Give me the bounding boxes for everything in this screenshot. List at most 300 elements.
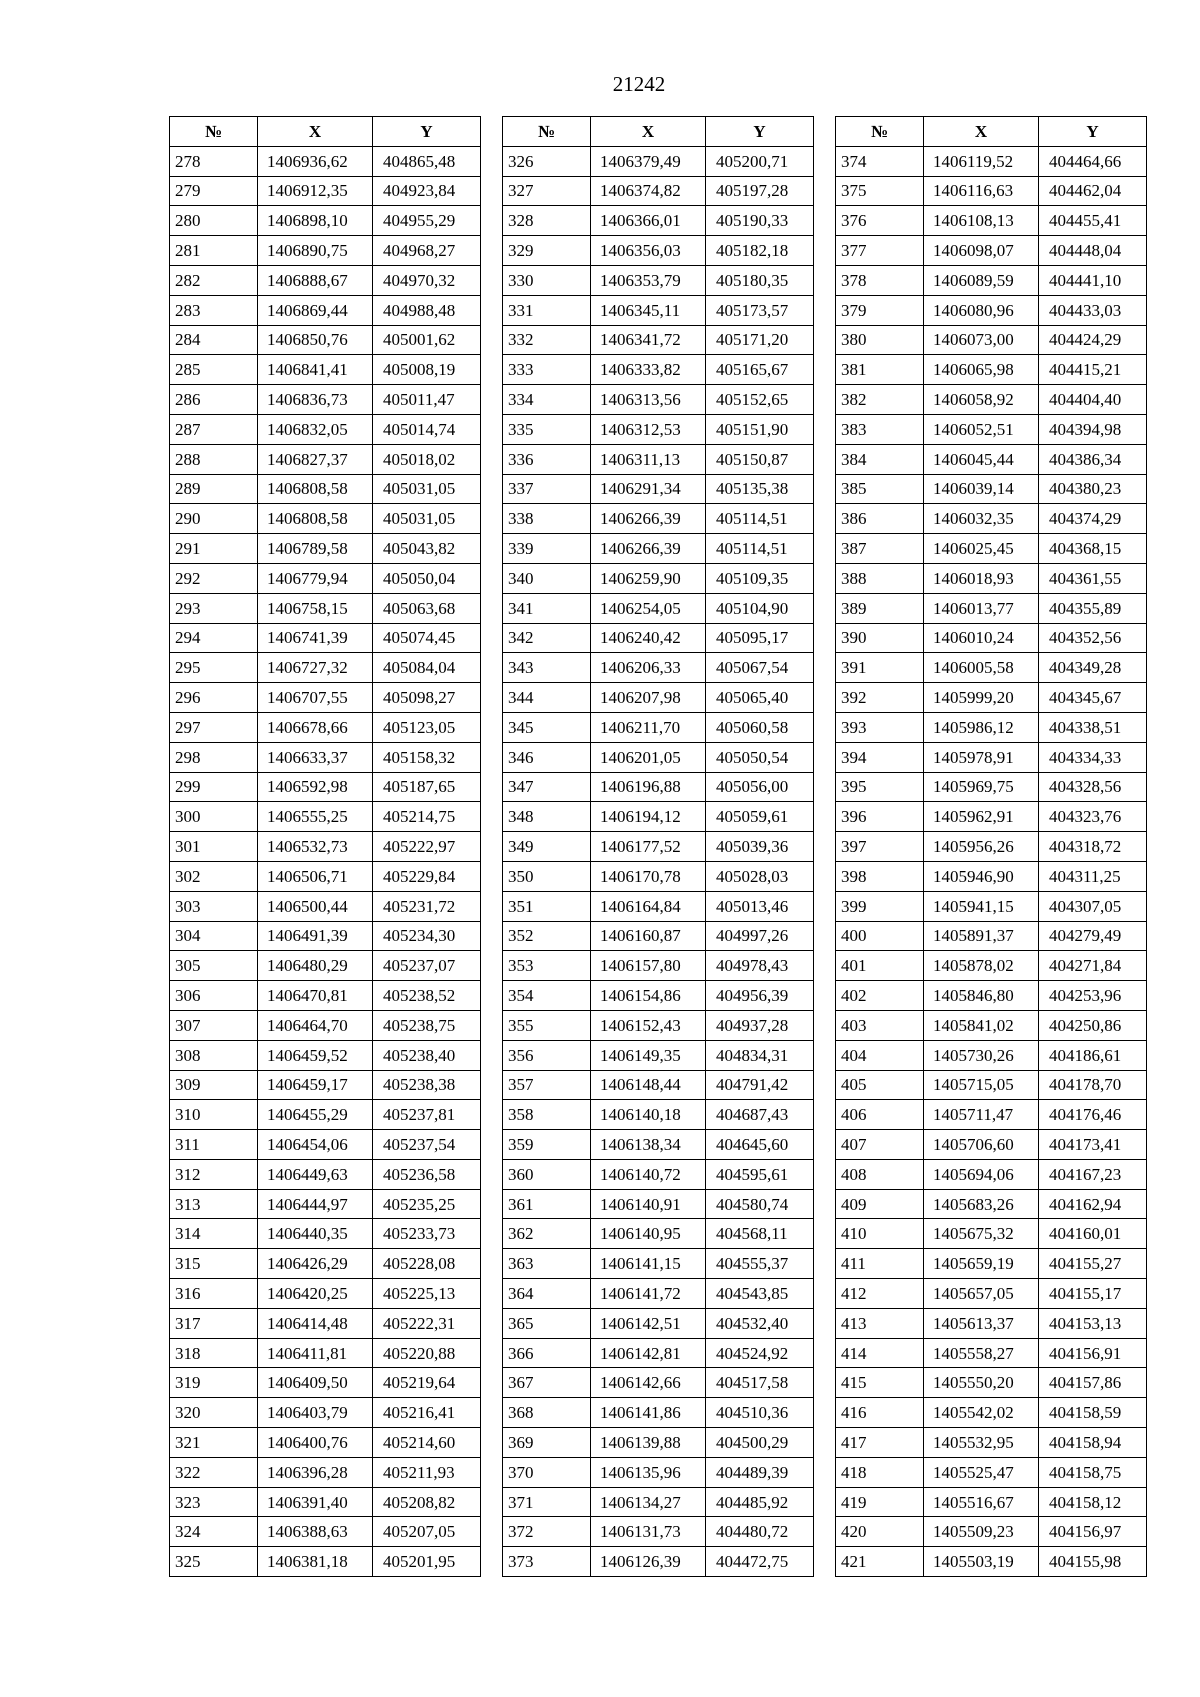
x-coordinate-cell: 1406148,44 (591, 1070, 706, 1100)
x-coordinate-cell: 1406119,52 (924, 146, 1039, 176)
x-coordinate-cell: 1406379,49 (591, 146, 706, 176)
point-number-cell: 396 (836, 802, 924, 832)
x-coordinate-cell: 1406532,73 (258, 832, 373, 862)
x-coordinate-cell: 1406420,25 (258, 1279, 373, 1309)
y-coordinate-cell: 404455,41 (1039, 206, 1147, 236)
x-coordinate-cell: 1405675,32 (924, 1219, 1039, 1249)
y-coordinate-cell: 405238,40 (373, 1040, 481, 1070)
table-row (170, 861, 481, 891)
point-number-cell: 311 (170, 1130, 258, 1160)
y-coordinate-cell: 405074,45 (373, 623, 481, 653)
y-coordinate-cell: 404433,03 (1039, 295, 1147, 325)
table-row (503, 951, 814, 981)
y-coordinate-cell: 404368,15 (1039, 534, 1147, 564)
point-number-cell: 355 (503, 1010, 591, 1040)
table-row (836, 1040, 1147, 1070)
table-row (170, 623, 481, 653)
y-coordinate-cell: 404352,56 (1039, 623, 1147, 653)
y-coordinate-cell: 405216,41 (373, 1398, 481, 1428)
x-coordinate-cell: 1406201,05 (591, 742, 706, 772)
x-coordinate-cell: 1406470,81 (258, 981, 373, 1011)
point-number-cell: 412 (836, 1279, 924, 1309)
table-row (503, 146, 814, 176)
x-coordinate-cell: 1406259,90 (591, 563, 706, 593)
x-coordinate-cell: 1406266,39 (591, 534, 706, 564)
y-coordinate-cell: 404480,72 (706, 1517, 814, 1547)
point-number-cell: 335 (503, 414, 591, 444)
point-number-cell: 405 (836, 1070, 924, 1100)
x-coordinate-cell: 1405525,47 (924, 1457, 1039, 1487)
point-number-cell: 409 (836, 1189, 924, 1219)
table-row (170, 325, 481, 355)
point-number-cell: 373 (503, 1547, 591, 1577)
x-coordinate-cell: 1405978,91 (924, 742, 1039, 772)
point-number-cell: 324 (170, 1517, 258, 1547)
point-number-cell: 413 (836, 1308, 924, 1338)
point-number-cell: 359 (503, 1130, 591, 1160)
table-row (170, 474, 481, 504)
table-row (503, 802, 814, 832)
table-row (836, 563, 1147, 593)
point-number-cell: 356 (503, 1040, 591, 1070)
table-row (170, 1279, 481, 1309)
y-coordinate-cell: 404156,91 (1039, 1338, 1147, 1368)
table-row (836, 802, 1147, 832)
x-coordinate-cell: 1405706,60 (924, 1130, 1039, 1160)
x-coordinate-cell: 1406140,91 (591, 1189, 706, 1219)
x-coordinate-cell: 1406312,53 (591, 414, 706, 444)
x-coordinate-cell: 1406266,39 (591, 504, 706, 534)
point-number-cell: 317 (170, 1308, 258, 1338)
table-row (836, 295, 1147, 325)
x-coordinate-cell: 1405509,23 (924, 1517, 1039, 1547)
point-number-cell: 279 (170, 176, 258, 206)
y-coordinate-cell: 404176,46 (1039, 1100, 1147, 1130)
x-coordinate-cell: 1406454,06 (258, 1130, 373, 1160)
x-coordinate-cell: 1405683,26 (924, 1189, 1039, 1219)
table-row (836, 355, 1147, 385)
table-row (170, 832, 481, 862)
table-row (170, 1040, 481, 1070)
table-row (170, 1308, 481, 1338)
x-coordinate-cell: 1405941,15 (924, 891, 1039, 921)
point-number-cell: 364 (503, 1279, 591, 1309)
y-coordinate-cell: 404968,27 (373, 236, 481, 266)
x-coordinate-cell: 1406149,35 (591, 1040, 706, 1070)
point-number-cell: 329 (503, 236, 591, 266)
point-number-cell: 339 (503, 534, 591, 564)
table-row (170, 563, 481, 593)
point-number-cell: 361 (503, 1189, 591, 1219)
point-number-cell: 347 (503, 772, 591, 802)
x-coordinate-cell: 1406138,34 (591, 1130, 706, 1160)
table-row (836, 236, 1147, 266)
header-x: X (591, 117, 706, 147)
point-number-cell: 394 (836, 742, 924, 772)
y-coordinate-cell: 404155,27 (1039, 1249, 1147, 1279)
table-row (836, 265, 1147, 295)
point-number-cell: 345 (503, 712, 591, 742)
y-coordinate-cell: 404355,89 (1039, 593, 1147, 623)
y-coordinate-cell: 405219,64 (373, 1368, 481, 1398)
x-coordinate-cell: 1406135,96 (591, 1457, 706, 1487)
table-row (503, 1398, 814, 1428)
point-number-cell: 421 (836, 1547, 924, 1577)
table-row (170, 1457, 481, 1487)
table-row (503, 355, 814, 385)
x-coordinate-cell: 1406141,86 (591, 1398, 706, 1428)
y-coordinate-cell: 405018,02 (373, 444, 481, 474)
table-row (836, 772, 1147, 802)
x-coordinate-cell: 1405946,90 (924, 861, 1039, 891)
table-row (170, 1487, 481, 1517)
x-coordinate-cell: 1406152,43 (591, 1010, 706, 1040)
table-row (836, 325, 1147, 355)
point-number-cell: 346 (503, 742, 591, 772)
y-coordinate-cell: 405208,82 (373, 1487, 481, 1517)
y-coordinate-cell: 405001,62 (373, 325, 481, 355)
x-coordinate-cell: 1406140,72 (591, 1159, 706, 1189)
y-coordinate-cell: 405211,93 (373, 1457, 481, 1487)
table-row (503, 653, 814, 683)
y-coordinate-cell: 404307,05 (1039, 891, 1147, 921)
y-coordinate-cell: 405059,61 (706, 802, 814, 832)
x-coordinate-cell: 1406808,58 (258, 504, 373, 534)
x-coordinate-cell: 1406890,75 (258, 236, 373, 266)
point-number-cell: 306 (170, 981, 258, 1011)
header-y: Y (373, 117, 481, 147)
x-coordinate-cell: 1406141,72 (591, 1279, 706, 1309)
point-number-cell: 282 (170, 265, 258, 295)
point-number-cell: 404 (836, 1040, 924, 1070)
y-coordinate-cell: 404441,10 (1039, 265, 1147, 295)
point-number-cell: 389 (836, 593, 924, 623)
x-coordinate-cell: 1406381,18 (258, 1547, 373, 1577)
y-coordinate-cell: 404532,40 (706, 1308, 814, 1338)
y-coordinate-cell: 404500,29 (706, 1428, 814, 1458)
y-coordinate-cell: 405158,32 (373, 742, 481, 772)
header-x: X (924, 117, 1039, 147)
table-row (170, 981, 481, 1011)
y-coordinate-cell: 405214,75 (373, 802, 481, 832)
y-coordinate-cell: 404489,39 (706, 1457, 814, 1487)
table-row (836, 951, 1147, 981)
x-coordinate-cell: 1406869,44 (258, 295, 373, 325)
point-number-cell: 357 (503, 1070, 591, 1100)
table-row (170, 1189, 481, 1219)
y-coordinate-cell: 404158,12 (1039, 1487, 1147, 1517)
y-coordinate-cell: 404462,04 (1039, 176, 1147, 206)
table-row (170, 712, 481, 742)
table-row (836, 653, 1147, 683)
point-number-cell: 367 (503, 1368, 591, 1398)
point-number-cell: 289 (170, 474, 258, 504)
table-row (170, 742, 481, 772)
x-coordinate-cell: 1406411,81 (258, 1338, 373, 1368)
x-coordinate-cell: 1406898,10 (258, 206, 373, 236)
table-row (836, 1100, 1147, 1130)
y-coordinate-cell: 405233,73 (373, 1219, 481, 1249)
header-number: № (170, 117, 258, 147)
point-number-cell: 308 (170, 1040, 258, 1070)
y-coordinate-cell: 405028,03 (706, 861, 814, 891)
table-row (170, 146, 481, 176)
y-coordinate-cell: 404595,61 (706, 1159, 814, 1189)
x-coordinate-cell: 1406455,29 (258, 1100, 373, 1130)
table-row (170, 176, 481, 206)
point-number-cell: 323 (170, 1487, 258, 1517)
y-coordinate-cell: 404386,34 (1039, 444, 1147, 474)
y-coordinate-cell: 404394,98 (1039, 414, 1147, 444)
point-number-cell: 380 (836, 325, 924, 355)
point-number-cell: 296 (170, 683, 258, 713)
table-row (170, 1547, 481, 1577)
y-coordinate-cell: 404345,67 (1039, 683, 1147, 713)
x-coordinate-cell: 1406108,13 (924, 206, 1039, 236)
table-row (503, 712, 814, 742)
table-row (170, 504, 481, 534)
table-row (836, 921, 1147, 951)
x-coordinate-cell: 1406154,86 (591, 981, 706, 1011)
point-number-cell: 392 (836, 683, 924, 713)
point-number-cell: 290 (170, 504, 258, 534)
point-number-cell: 388 (836, 563, 924, 593)
point-number-cell: 417 (836, 1428, 924, 1458)
y-coordinate-cell: 404524,92 (706, 1338, 814, 1368)
x-coordinate-cell: 1406142,66 (591, 1368, 706, 1398)
x-coordinate-cell: 1406141,15 (591, 1249, 706, 1279)
y-coordinate-cell: 404167,23 (1039, 1159, 1147, 1189)
point-number-cell: 300 (170, 802, 258, 832)
header-y: Y (706, 117, 814, 147)
table-row (503, 385, 814, 415)
table-header-row (170, 117, 481, 147)
table-row (836, 1219, 1147, 1249)
table-row (836, 414, 1147, 444)
x-coordinate-cell: 1406388,63 (258, 1517, 373, 1547)
table-row (503, 1308, 814, 1338)
table-row (170, 1368, 481, 1398)
y-coordinate-cell: 404328,56 (1039, 772, 1147, 802)
x-coordinate-cell: 1406139,88 (591, 1428, 706, 1458)
table-row (836, 206, 1147, 236)
x-coordinate-cell: 1406464,70 (258, 1010, 373, 1040)
table-row (836, 1070, 1147, 1100)
x-coordinate-cell: 1406142,81 (591, 1338, 706, 1368)
table-row (503, 1428, 814, 1458)
point-number-cell: 400 (836, 921, 924, 951)
point-number-cell: 383 (836, 414, 924, 444)
table-row (503, 1338, 814, 1368)
y-coordinate-cell: 405222,97 (373, 832, 481, 862)
point-number-cell: 315 (170, 1249, 258, 1279)
y-coordinate-cell: 404424,29 (1039, 325, 1147, 355)
point-number-cell: 385 (836, 474, 924, 504)
x-coordinate-cell: 1406013,77 (924, 593, 1039, 623)
point-number-cell: 348 (503, 802, 591, 832)
x-coordinate-cell: 1406356,03 (591, 236, 706, 266)
table-row (836, 683, 1147, 713)
table-row (170, 1159, 481, 1189)
point-number-cell: 320 (170, 1398, 258, 1428)
y-coordinate-cell: 405182,18 (706, 236, 814, 266)
y-coordinate-cell: 405237,54 (373, 1130, 481, 1160)
x-coordinate-cell: 1406058,92 (924, 385, 1039, 415)
x-coordinate-cell: 1406841,41 (258, 355, 373, 385)
y-coordinate-cell: 404323,76 (1039, 802, 1147, 832)
point-number-cell: 351 (503, 891, 591, 921)
y-coordinate-cell: 405043,82 (373, 534, 481, 564)
y-coordinate-cell: 404173,41 (1039, 1130, 1147, 1160)
x-coordinate-cell: 1406065,98 (924, 355, 1039, 385)
table-row (503, 891, 814, 921)
y-coordinate-cell: 405109,35 (706, 563, 814, 593)
y-coordinate-cell: 405063,68 (373, 593, 481, 623)
y-coordinate-cell: 404997,26 (706, 921, 814, 951)
y-coordinate-cell: 405011,47 (373, 385, 481, 415)
x-coordinate-cell: 1405841,02 (924, 1010, 1039, 1040)
point-number-cell: 363 (503, 1249, 591, 1279)
y-coordinate-cell: 404374,29 (1039, 504, 1147, 534)
point-number-cell: 326 (503, 146, 591, 176)
table-row (503, 683, 814, 713)
point-number-cell: 287 (170, 414, 258, 444)
x-coordinate-cell: 1405503,19 (924, 1547, 1039, 1577)
y-coordinate-cell: 405234,30 (373, 921, 481, 951)
table-row (503, 414, 814, 444)
y-coordinate-cell: 405214,60 (373, 1428, 481, 1458)
y-coordinate-cell: 404349,28 (1039, 653, 1147, 683)
y-coordinate-cell: 404160,01 (1039, 1219, 1147, 1249)
point-number-cell: 301 (170, 832, 258, 862)
table-row (503, 504, 814, 534)
y-coordinate-cell: 405039,36 (706, 832, 814, 862)
point-number-cell: 281 (170, 236, 258, 266)
y-coordinate-cell: 404970,32 (373, 265, 481, 295)
y-coordinate-cell: 404279,49 (1039, 921, 1147, 951)
table-row (503, 1159, 814, 1189)
table-row (836, 534, 1147, 564)
point-number-cell: 337 (503, 474, 591, 504)
table-row (503, 1487, 814, 1517)
point-number-cell: 293 (170, 593, 258, 623)
y-coordinate-cell: 404472,75 (706, 1547, 814, 1577)
y-coordinate-cell: 404318,72 (1039, 832, 1147, 862)
y-coordinate-cell: 405238,52 (373, 981, 481, 1011)
table-row (503, 176, 814, 206)
y-coordinate-cell: 405084,04 (373, 653, 481, 683)
y-coordinate-cell: 405228,08 (373, 1249, 481, 1279)
y-coordinate-cell: 404311,25 (1039, 861, 1147, 891)
point-number-cell: 328 (503, 206, 591, 236)
point-number-cell: 381 (836, 355, 924, 385)
table-row (503, 593, 814, 623)
x-coordinate-cell: 1406005,58 (924, 653, 1039, 683)
y-coordinate-cell: 404415,21 (1039, 355, 1147, 385)
x-coordinate-cell: 1406678,66 (258, 712, 373, 742)
y-coordinate-cell: 404338,51 (1039, 712, 1147, 742)
x-coordinate-cell: 1405962,91 (924, 802, 1039, 832)
table-row (170, 921, 481, 951)
x-coordinate-cell: 1405999,20 (924, 683, 1039, 713)
x-coordinate-cell: 1406366,01 (591, 206, 706, 236)
x-coordinate-cell: 1406888,67 (258, 265, 373, 295)
point-number-cell: 384 (836, 444, 924, 474)
x-coordinate-cell: 1406500,44 (258, 891, 373, 921)
table-row (503, 1368, 814, 1398)
y-coordinate-cell: 405229,84 (373, 861, 481, 891)
y-coordinate-cell: 404978,43 (706, 951, 814, 981)
header-number: № (503, 117, 591, 147)
y-coordinate-cell: 405031,05 (373, 474, 481, 504)
table-row (836, 385, 1147, 415)
table-row (836, 146, 1147, 176)
table-row (836, 1338, 1147, 1368)
y-coordinate-cell: 405135,38 (706, 474, 814, 504)
table-row (836, 474, 1147, 504)
point-number-cell: 387 (836, 534, 924, 564)
x-coordinate-cell: 1405550,20 (924, 1368, 1039, 1398)
table-row (170, 1249, 481, 1279)
table-row (503, 1130, 814, 1160)
point-number-cell: 288 (170, 444, 258, 474)
y-coordinate-cell: 404956,39 (706, 981, 814, 1011)
y-coordinate-cell: 405098,27 (373, 683, 481, 713)
y-coordinate-cell: 404448,04 (1039, 236, 1147, 266)
point-number-cell: 330 (503, 265, 591, 295)
table-row (170, 1338, 481, 1368)
table-row (503, 861, 814, 891)
table-row (170, 1398, 481, 1428)
table-row (836, 1398, 1147, 1428)
point-number-cell: 295 (170, 653, 258, 683)
point-number-cell: 393 (836, 712, 924, 742)
point-number-cell: 374 (836, 146, 924, 176)
table-row (503, 623, 814, 653)
point-number-cell: 303 (170, 891, 258, 921)
point-number-cell: 408 (836, 1159, 924, 1189)
x-coordinate-cell: 1406170,78 (591, 861, 706, 891)
point-number-cell: 333 (503, 355, 591, 385)
point-number-cell: 378 (836, 265, 924, 295)
point-number-cell: 370 (503, 1457, 591, 1487)
x-coordinate-cell: 1406459,52 (258, 1040, 373, 1070)
y-coordinate-cell: 405150,87 (706, 444, 814, 474)
y-coordinate-cell: 405151,90 (706, 414, 814, 444)
y-coordinate-cell: 404155,17 (1039, 1279, 1147, 1309)
x-coordinate-cell: 1405659,19 (924, 1249, 1039, 1279)
x-coordinate-cell: 1406936,62 (258, 146, 373, 176)
x-coordinate-cell: 1405542,02 (924, 1398, 1039, 1428)
table-row (170, 295, 481, 325)
table-row (503, 742, 814, 772)
point-number-cell: 291 (170, 534, 258, 564)
x-coordinate-cell: 1406206,33 (591, 653, 706, 683)
point-number-cell: 292 (170, 563, 258, 593)
y-coordinate-cell: 405222,31 (373, 1308, 481, 1338)
point-number-cell: 313 (170, 1189, 258, 1219)
y-coordinate-cell: 405114,51 (706, 534, 814, 564)
point-number-cell: 327 (503, 176, 591, 206)
x-coordinate-cell: 1406374,82 (591, 176, 706, 206)
table-row (503, 1457, 814, 1487)
table-row (836, 1308, 1147, 1338)
table-row (503, 474, 814, 504)
x-coordinate-cell: 1406073,00 (924, 325, 1039, 355)
table-row (503, 1040, 814, 1070)
table-row (170, 891, 481, 921)
table-row (170, 1219, 481, 1249)
